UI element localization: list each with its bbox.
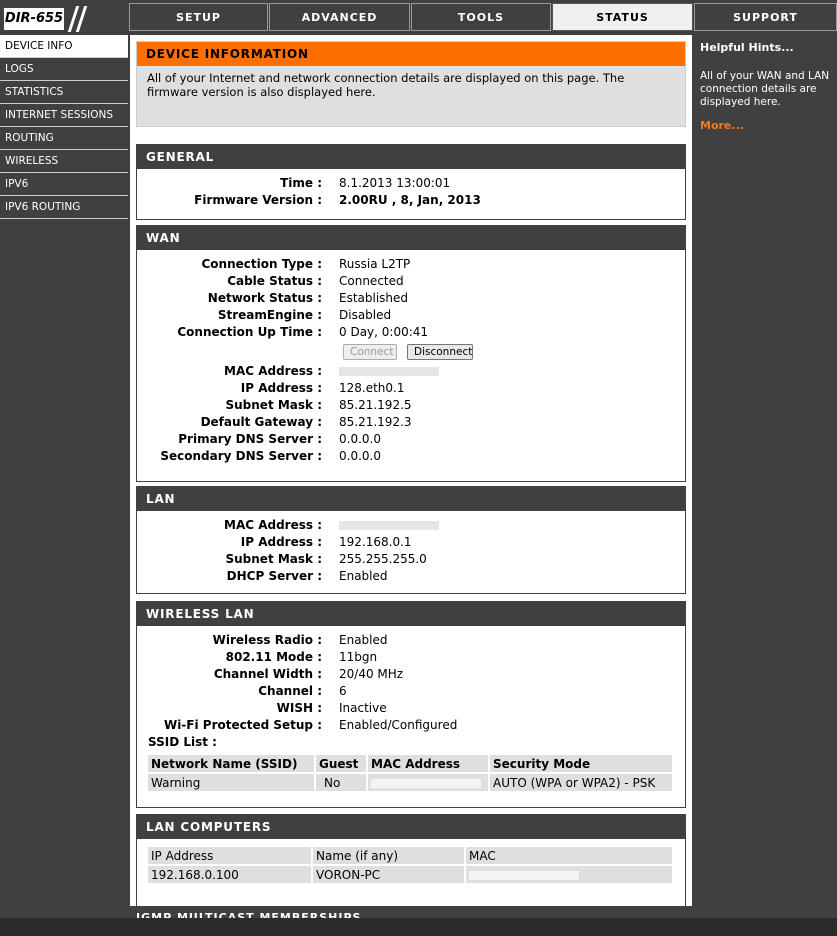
secondary-dns-label: Secondary DNS Server : — [160, 449, 322, 463]
lan-ip-row — [137, 534, 685, 551]
logo — [0, 4, 127, 30]
connection-type-value: Russia L2TP — [339, 257, 411, 271]
default-gateway-row — [137, 414, 685, 431]
desktop-taskbar — [0, 918, 837, 936]
table-header-row — [148, 847, 672, 864]
time-value: 8.1.2013 13:00:01 — [339, 176, 451, 190]
table-row — [148, 866, 672, 883]
ssid-guest: No — [316, 774, 366, 791]
wan-ip-value: 128.eth0.1 — [339, 381, 405, 395]
lan-title: LAN — [137, 487, 685, 511]
lan-mac-redacted — [339, 517, 439, 534]
ssid-name: Warning — [148, 774, 314, 791]
default-gateway-value: 85.21.192.3 — [339, 415, 412, 429]
sidebar-item-logs[interactable]: LOGS — [0, 58, 128, 81]
wps-row — [137, 717, 685, 734]
lan-mac-label: MAC Address : — [224, 518, 322, 532]
ssid-mac-redacted — [368, 774, 488, 791]
channel-row — [137, 683, 685, 700]
connection-type-label: Connection Type : — [201, 257, 322, 271]
cable-status-row — [137, 273, 685, 290]
model-name: DIR-655 — [4, 8, 64, 30]
lc-mac-redacted — [466, 866, 672, 883]
connection-type-row — [137, 256, 685, 273]
wish-label: WISH : — [276, 701, 322, 715]
lan-subnet-row — [137, 551, 685, 568]
firmware-value: 2.00RU , 8, Jan, 2013 — [339, 193, 481, 207]
network-status-value: Established — [339, 291, 409, 305]
hints-text: All of your WAN and LAN connection details are displayed here. — [700, 70, 830, 108]
dhcp-server-value: Enabled — [339, 569, 388, 583]
firmware-row — [137, 192, 685, 209]
primary-dns-label: Primary DNS Server : — [178, 432, 322, 446]
streamengine-row — [137, 307, 685, 324]
top-navigation-bar — [0, 0, 837, 33]
secondary-dns-value: 0.0.0.0 — [339, 449, 381, 463]
wan-subnet-label: Subnet Mask : — [225, 398, 322, 412]
wish-row — [137, 700, 685, 717]
sidebar-item-device-info[interactable]: DEVICE INFO — [0, 35, 128, 58]
connection-up-time-row — [137, 324, 685, 341]
cable-status-label: Cable Status : — [227, 274, 322, 288]
device-information-title: DEVICE INFORMATION — [137, 42, 685, 66]
general-title: GENERAL — [137, 145, 685, 169]
lan-computers-title: LAN COMPUTERS — [137, 815, 685, 839]
connection-up-time-value: 0 Day, 0:00:41 — [339, 325, 429, 339]
wps-label: Wi-Fi Protected Setup : — [163, 718, 322, 732]
channel-width-row — [137, 666, 685, 683]
cable-status-value: Connected — [339, 274, 404, 288]
streamengine-value: Disabled — [339, 308, 392, 322]
tab-advanced[interactable]: ADVANCED — [269, 3, 410, 31]
ssid-col-security: Security Mode — [490, 755, 672, 772]
sidebar-item-ipv6[interactable]: IPV6 — [0, 173, 128, 196]
wan-ip-row — [137, 380, 685, 397]
lc-ip: 192.168.0.100 — [148, 866, 311, 883]
sidebar-item-statistics[interactable]: STATISTICS — [0, 81, 128, 104]
table-header-row — [148, 755, 672, 772]
channel-label: Channel : — [258, 684, 322, 698]
ssid-col-name: Network Name (SSID) — [148, 755, 314, 772]
lc-col-ip: IP Address — [148, 847, 311, 864]
dhcp-server-row — [137, 568, 685, 585]
general-section — [136, 144, 686, 220]
connection-up-time-label: Connection Up Time : — [177, 325, 322, 339]
lan-computers-table — [146, 845, 674, 885]
wan-subnet-row — [137, 397, 685, 414]
channel-value: 6 — [339, 684, 347, 698]
lc-name: VORON-PC — [313, 866, 464, 883]
wps-value: Enabled/Configured — [339, 718, 458, 732]
time-label: Time : — [280, 176, 322, 190]
mode-row — [137, 649, 685, 666]
wireless-radio-label: Wireless Radio : — [212, 633, 322, 647]
lan-subnet-value: 255.255.255.0 — [339, 552, 427, 566]
default-gateway-label: Default Gateway : — [200, 415, 322, 429]
lc-col-name: Name (if any) — [313, 847, 464, 864]
disconnect-button[interactable]: Disconnect — [407, 344, 473, 360]
wan-mac-redacted — [339, 363, 439, 380]
channel-width-value: 20/40 MHz — [339, 667, 404, 681]
wan-mac-label: MAC Address : — [224, 364, 322, 378]
lan-mac-row — [137, 517, 685, 534]
device-information-text: All of your Internet and network connection details are displayed on this page. The firmware version is also displayed here. — [147, 71, 625, 99]
wan-section — [136, 225, 686, 482]
lan-ip-value: 192.168.0.1 — [339, 535, 412, 549]
lan-subnet-label: Subnet Mask : — [225, 552, 322, 566]
primary-dns-row — [137, 431, 685, 448]
tab-setup[interactable]: SETUP — [129, 3, 268, 31]
hints-title: Helpful Hints... — [700, 41, 794, 54]
tab-support[interactable]: SUPPORT — [694, 3, 837, 31]
ssid-list-label: SSID List : — [148, 735, 217, 749]
more-link[interactable]: More... — [700, 119, 744, 132]
time-row — [137, 175, 685, 192]
mode-value: 11bgn — [339, 650, 378, 664]
ssid-security: AUTO (WPA or WPA2) - PSK — [490, 774, 672, 791]
tab-tools[interactable]: TOOLS — [411, 3, 551, 31]
wireless-radio-value: Enabled — [339, 633, 388, 647]
wan-ip-label: IP Address : — [240, 381, 322, 395]
lc-col-mac: MAC — [466, 847, 672, 864]
table-row — [148, 774, 672, 791]
wireless-lan-section — [136, 601, 686, 808]
sidebar-item-ipv6-routing[interactable]: IPV6 ROUTING — [0, 196, 128, 219]
lan-section — [136, 486, 686, 594]
network-status-label: Network Status : — [207, 291, 322, 305]
helpful-hints-panel — [694, 35, 837, 936]
streamengine-label: StreamEngine : — [217, 308, 322, 322]
sidebar-item-wireless[interactable]: WIRELESS — [0, 150, 128, 173]
sidebar-item-routing[interactable]: ROUTING — [0, 127, 128, 150]
wireless-radio-row — [137, 632, 685, 649]
firmware-label: Firmware Version : — [194, 193, 322, 207]
wan-title: WAN — [137, 226, 685, 250]
mode-label: 802.11 Mode : — [225, 650, 322, 664]
ssid-table — [146, 753, 674, 793]
sidebar-item-internet-sessions[interactable]: INTERNET SESSIONS — [0, 104, 128, 127]
network-status-row — [137, 290, 685, 307]
device-information-box — [136, 41, 686, 127]
wan-subnet-value: 85.21.192.5 — [339, 398, 412, 412]
ssid-list-row — [137, 734, 685, 751]
ssid-col-guest: Guest — [316, 755, 366, 772]
wan-mac-row — [137, 363, 685, 380]
main-content — [130, 35, 692, 936]
secondary-dns-row — [137, 448, 685, 465]
ssid-col-mac: MAC Address — [368, 755, 488, 772]
wish-value: Inactive — [339, 701, 387, 715]
primary-dns-value: 0.0.0.0 — [339, 432, 381, 446]
connect-button[interactable]: Connect — [343, 344, 397, 360]
sidebar — [0, 35, 128, 219]
tab-status[interactable]: STATUS — [552, 3, 693, 31]
dhcp-server-label: DHCP Server : — [226, 569, 322, 583]
wireless-lan-title: WIRELESS LAN — [137, 602, 685, 626]
lan-ip-label: IP Address : — [240, 535, 322, 549]
channel-width-label: Channel Width : — [213, 667, 322, 681]
wan-button-row — [137, 344, 685, 363]
